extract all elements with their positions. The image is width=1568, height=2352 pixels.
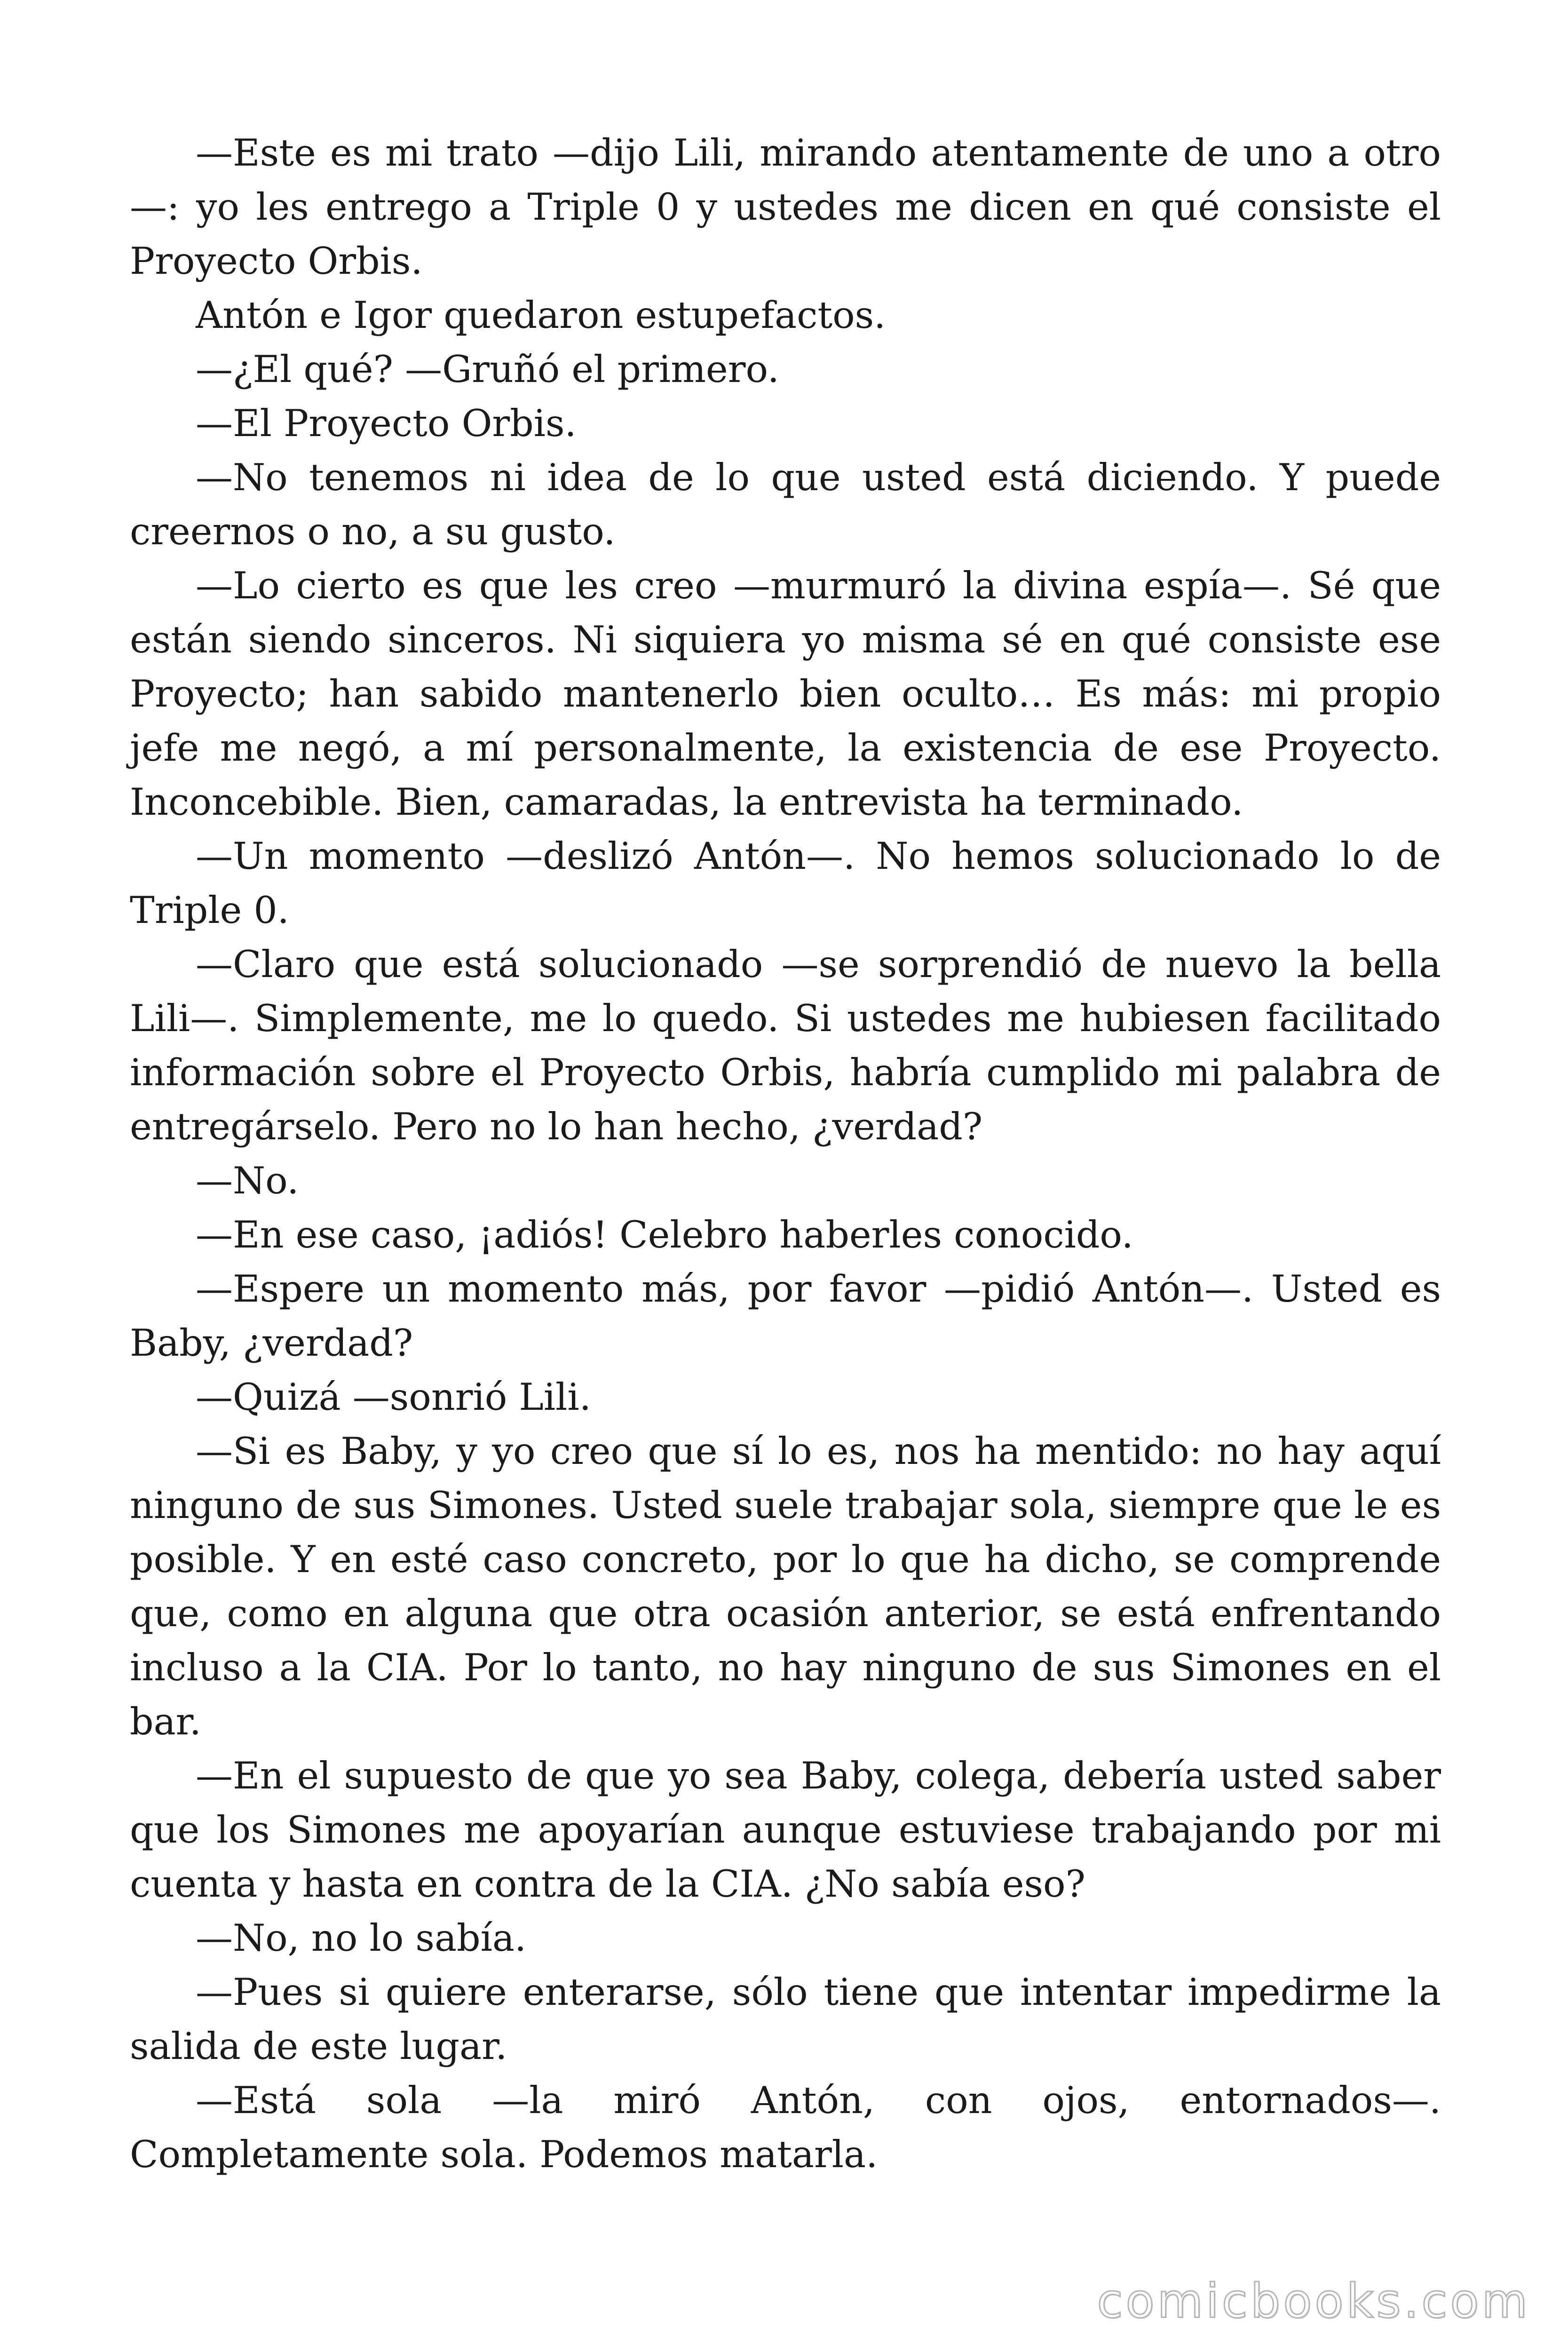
paragraph: —Está sola —la miró Antón, con ojos, entornados—. Completamente sola. Podemos matarla. [130,2079,1441,2176]
paragraph: —En ese caso, ¡adiós! Celebro haberles conocido. [196,1213,1133,1256]
paragraph: —Lo cierto es que les creo —murmuró la divina espía—. Sé que están siendo sinceros. Ni siquiera yo misma sé en qué consiste ese Proyecto; han sabido mantenerlo bien oculto… Es más: mi propio jefe me negó, a mí personalmente, la existencia de ese Proyecto. Inconcebible. Bien, camaradas, la entrevista ha terminado. [130,564,1441,824]
page-body-text [130,126,1441,2182]
paragraph: —Si es Baby, y yo creo que sí lo es, nos ha mentido: no hay aquí ninguno de sus Simones. Usted suele trabajar sola, siempre que le es posible. Y en esté caso concreto, por lo que ha dicho, se comprende que, como en alguna que otra ocasión anterior, se está enfrentando incluso a la CIA. Por lo tanto, no hay ninguno de sus Simones en el bar. [130,1430,1441,1743]
paragraph: —No, no lo sabía. [196,1916,527,1960]
paragraph: —No. [196,1159,299,1202]
paragraph: —Este es mi trato —dijo Lili, mirando atentamente de uno a otro—: yo les entrego a Triple 0 y ustedes me dicen en qué consiste el Proyecto Orbis. [130,131,1441,283]
paragraph: —Pues si quiere enterarse, sólo tiene que intentar impedirme la salida de este lugar. [130,1971,1441,2068]
paragraph: —Un momento —deslizó Antón—. No hemos solucionado lo de Triple 0. [130,834,1441,932]
paragraph: —El Proyecto Orbis. [196,402,577,445]
paragraph: —En el supuesto de que yo sea Baby, colega, debería usted saber que los Simones me apoyarían aunque estuviese trabajando por mi cuenta y hasta en contra de la CIA. ¿No sabía eso? [130,1754,1441,1906]
watermark-text: comicbooks.com [1097,2273,1530,2328]
paragraph: —Claro que está solucionado —se sorprendió de nuevo la bella Lili—. Simplemente, me lo quedo. Si ustedes me hubiesen facilitado información sobre el Proyecto Orbis, habría cumplido mi palabra de entregárselo. Pero no lo han hecho, ¿verdad? [130,943,1441,1148]
paragraph: —Quizá —sonrió Lili. [196,1375,591,1419]
paragraph: Antón e Igor quedaron estupefactos. [196,294,886,337]
paragraph: —¿El qué? —Gruñó el primero. [196,348,779,391]
paragraph: —No tenemos ni idea de lo que usted está diciendo. Y puede creernos o no, a su gusto. [130,456,1441,553]
paragraph: —Espere un momento más, por favor —pidió Antón—. Usted es Baby, ¿verdad? [130,1267,1441,1365]
